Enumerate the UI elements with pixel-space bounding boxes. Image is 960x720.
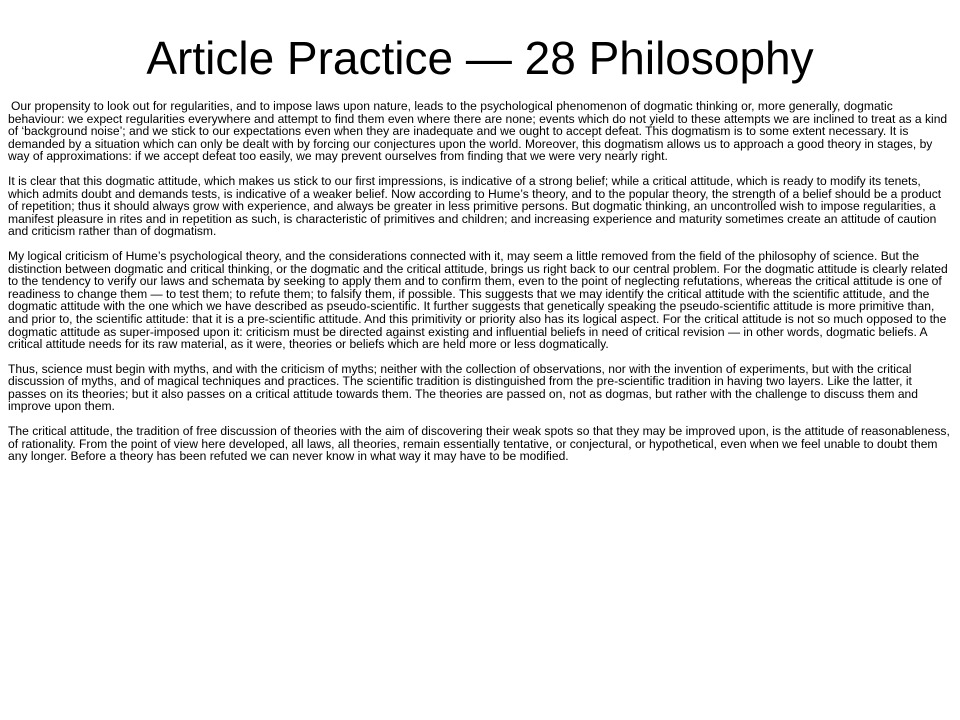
article-paragraph: My logical criticism of Hume’s psychological theory, and the considerations connected with it, may seem a little removed from the field of the philosophy of science. But the distinction between dogmatic and critical thinking, or the dogmatic and the critical attitude, brings us right back to our central problem. For the dogmatic attitude is clearly related to the tendency to verify our laws and schemata by seeking to apply them and to confirm them, even to the point of neglecting refutations, whereas the critical attitude is one of readiness to change them — to test them; to refute them; to falsify them, if possible. This suggests that we may identify the critical attitude with the scientific attitude, and the dogmatic attitude with the one which we have described as pseudo-scientific. It further suggests that genetically speaking the pseudo-scientific attitude is more primitive than, and prior to, the scientific attitude: that it is a pre-scientific attitude. And this primitivity or priority also has its logical aspect. For the critical attitude is not so much opposed to the dogmatic attitude as super-imposed upon it: criticism must be directed against existing and influential beliefs in need of critical revision — in other words, dogmatic beliefs. A critical attitude needs for its raw material, as it were, theories or beliefs which are held more or less dogmatically. (8, 248, 948, 352)
article-paragraph: Our propensity to look out for regularities, and to impose laws upon nature, leads to the psychological phenomenon of dogmatic thinking or, more generally, dogmatic behaviour: we expect regularities everywhere and attempt to find them even where there are none; events which do not yield to these attempts we are inclined to treat as a kind of ‘background noise’; and we stick to our expectations even when they are inadequate and we ought to accept defeat. This dogmatism is to some extent necessary. It is demanded by a situation which can only be dealt with by forcing our conjectures upon the world. Moreover, this dogmatism allows us to approach a good theory in stages, by way of approximations: if we accept defeat too easily, we may prevent ourselves from finding that we were very nearly right. (8, 99, 948, 164)
article-paragraph: It is clear that this dogmatic attitude, which makes us stick to our first impressions, is indicative of a strong belief; while a critical attitude, which is ready to modify its tenets, which admits doubt and demands tests, is indicative of a weaker belief. Now according to Hume’s theory, and to the popular theory, the strength of a belief should be a product of repetition; thus it should always grow with experience, and always be greater in less primitive persons. But dogmatic thinking, an uncontrolled wish to impose regularities, a manifest pleasure in rites and in repetition as such, is characteristic of primitives and children; and increasing experience and maturity sometimes create an attitude of caution and criticism rather than of dogmatism. (8, 173, 942, 239)
article-body (8, 100, 952, 475)
page-title: Article Practice — 28 Philosophy (146, 32, 814, 84)
article-paragraph: The critical attitude, the tradition of free discussion of theories with the aim of discovering their weak spots so that they may be improved upon, is the attitude of reasonableness, of rationality. From the point of view here developed, all laws, all theories, remain essentially tentative, or conjectural, or hypothetical, even when we feel unable to doubt them any longer. Before a theory has been refuted we can never know in what way it may have to be modified. (8, 424, 950, 464)
article-paragraph: Thus, science must begin with myths, and with the criticism of myths; neither with the collection of observations, nor with the invention of experiments, but with the critical discussion of myths, and of magical techniques and practices. The scientific tradition is distinguished from the pre-scientific tradition in having two layers. Like the latter, it passes on its theories; but it also passes on a critical attitude towards them. The theories are passed on, not as dogmas, but rather with the challenge to discuss them and improve upon them. (8, 361, 919, 414)
